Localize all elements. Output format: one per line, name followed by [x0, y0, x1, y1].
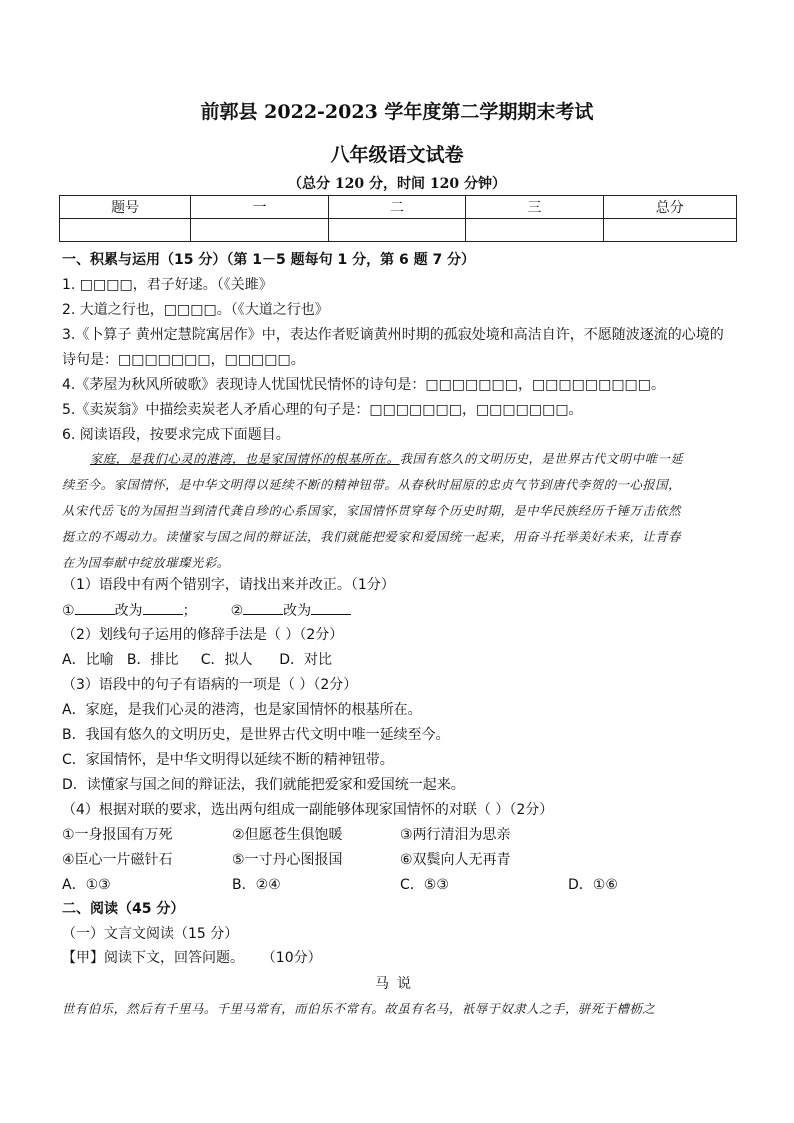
sub-question-4: （4）根据对联的要求，选出两句组成一副能够体现家国情怀的对联（ ）（2分）	[62, 802, 554, 818]
passage-line-1	[62, 446, 738, 472]
question-4: 4.《茅屋为秋风所破歌》表现诗人忧国忧民情怀的诗句是：□□□□□□□，□□□□□□□□□。	[62, 377, 665, 393]
score-cell	[466, 219, 603, 242]
sub-question-2-options: A．比喻 B．排比 C．拟人 D．对比	[62, 652, 333, 668]
score-cell	[60, 219, 191, 242]
choice-c: C．⑤③	[400, 877, 449, 893]
sub-question-3: （3）语段中的句子有语病的一项是（ ）（2分）	[62, 677, 358, 693]
question-2: 2. 大道之行也，□□□□。（《大道之行也》	[62, 302, 329, 318]
passage-line-2: 续至今。家国情怀，是中华文明得以延续不断的精神钮带。从春秋时屈原的忠贞气节到唐代李贺的一心报国，	[62, 478, 682, 492]
passage-line-4: 挺立的不竭动力。读懂家与国之间的辩证法，我们就能把爱家和爱国统一起来，用奋斗托举美好未来，让青春	[62, 530, 682, 544]
score-header-cell: 二	[328, 196, 465, 219]
score-cell	[603, 219, 736, 242]
couplet-item: ②但愿苍生俱饱暖	[232, 827, 343, 843]
exam-subtitle: 八年级语文试卷	[330, 144, 464, 166]
score-cell	[328, 219, 465, 242]
section1-heading: 一、积累与运用（15 分）（第 1－5 题每句 1 分，第 6 题 7 分）	[62, 252, 476, 268]
option-b: B．我国有悠久的文明历史，是世界古代文明中唯一延续至今。	[62, 727, 450, 743]
sub-question-2: （2）划线句子运用的修辞手法是（ ）（2分）	[62, 627, 344, 643]
passage-line-5: 在为国奉献中绽放璀璨光彩。	[62, 556, 230, 570]
answer-blank[interactable]	[75, 600, 115, 615]
fill-label: ②	[230, 603, 244, 619]
exam-note: （总分 120 分，时间 120 分钟）	[288, 176, 506, 192]
exam-title: 前郭县 2022-2023 学年度第二学期期末考试	[200, 101, 594, 123]
text-line: 世有伯乐，然后有千里马。千里马常有，而伯乐不常有。故虽有名马，祇辱于奴隶人之手，骈死于槽枥之	[62, 1002, 656, 1016]
option-c: C．家国情怀，是中华文明得以延续不断的精神钮带。	[62, 752, 394, 768]
passage-jia-instruction: 【甲】阅读下文，回答问题。 （10分）	[62, 950, 322, 966]
score-header-cell: 三	[466, 196, 603, 219]
answer-blank[interactable]	[243, 600, 283, 615]
fill-label: ；	[182, 603, 197, 619]
score-table	[59, 195, 737, 242]
couplet-item: ⑤一寸丹心图报国	[232, 852, 343, 868]
passage-text: 我国有悠久的文明历史，是世界古代文明中唯一延	[399, 452, 684, 466]
passage-line-3: 从宋代岳飞的为国担当到清代龚自珍的心系国家，家国情怀贯穿每个历史时期，是中华民族经历千锤万击依然	[62, 504, 682, 518]
fill-label: 改为	[114, 603, 143, 619]
option-d: D．读懂家与国之间的辩证法，我们就能把爱家和爱国统一起来。	[62, 777, 465, 793]
score-table-row	[60, 219, 737, 242]
sub-question-1: （1）语段中有两个错别字，请找出来并改正。（1分）	[62, 577, 395, 593]
section2-heading: 二、阅读（45 分）	[62, 901, 185, 917]
section2-sub-heading: （一）文言文阅读（15 分）	[62, 926, 239, 942]
question-5: 5.《卖炭翁》中描绘卖炭老人矛盾心理的句子是：□□□□□□□，□□□□□□□。	[62, 402, 583, 418]
choice-b: B．②④	[232, 877, 281, 893]
question-3-line-1: 3.《卜算子 黄州定慧院寓居作》中，表达作者贬谪黄州时期的孤寂处境和高洁自许，不愿随波逐流的心境的	[62, 327, 724, 343]
text-title: 马说	[375, 976, 419, 992]
underlined-sentence: 家庭，是我们心灵的港湾，也是家国情怀的根基所在。	[90, 452, 400, 466]
couplet-item: ④臣心一片磁针石	[62, 852, 173, 868]
sub-question-1-fill	[62, 600, 351, 621]
score-table-header-row	[60, 196, 737, 219]
question-1: 1. □□□□，君子好逑。（《关雎》	[62, 277, 273, 293]
question-6: 6. 阅读语段，按要求完成下面题目。	[62, 427, 290, 443]
option-a: A．家庭，是我们心灵的港湾，也是家国情怀的根基所在。	[62, 702, 422, 718]
couplet-item: ⑥双鬓向人无再青	[400, 852, 511, 868]
score-header-cell: 题号	[60, 196, 191, 219]
fill-label: ①	[62, 603, 75, 619]
score-header-cell: 一	[191, 196, 328, 219]
answer-blank[interactable]	[311, 600, 351, 615]
couplet-item: ①一身报国有万死	[62, 827, 173, 843]
choice-d: D．①⑥	[568, 877, 618, 893]
question-3-line-2: 诗句是：□□□□□□□，□□□□□。	[62, 352, 305, 368]
couplet-item: ③两行清泪为思亲	[400, 827, 511, 843]
score-cell	[191, 219, 328, 242]
fill-label: 改为	[283, 603, 312, 619]
choice-a: A．①③	[62, 877, 111, 893]
answer-blank[interactable]	[143, 600, 183, 615]
score-header-cell: 总分	[603, 196, 736, 219]
